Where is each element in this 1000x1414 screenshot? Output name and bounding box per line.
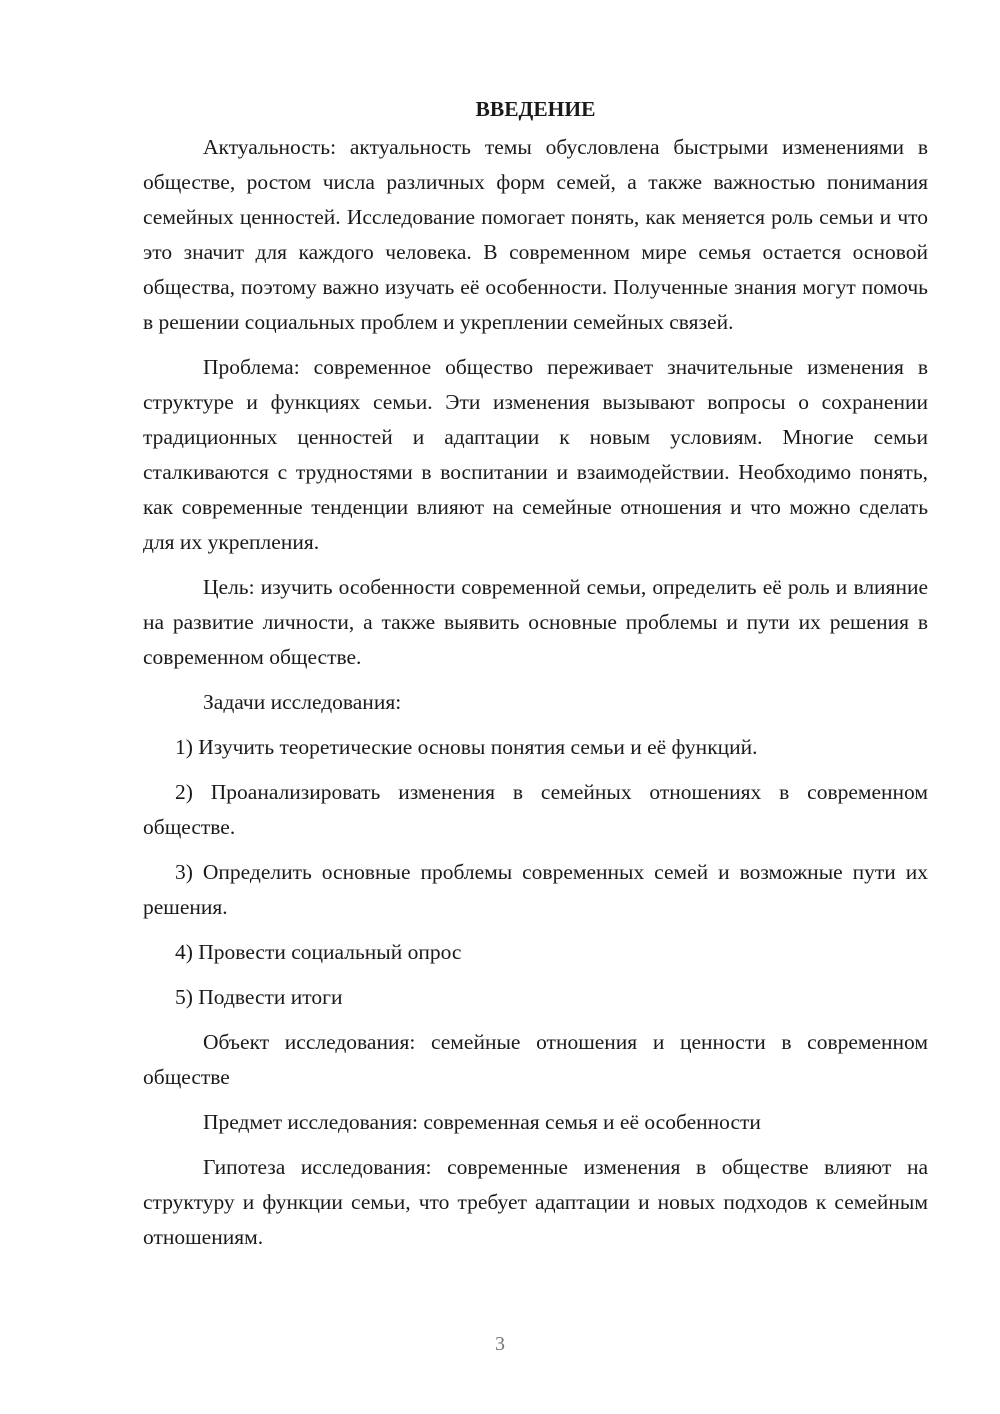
problem-paragraph: Проблема: современное общество переживает значительные изменения в структуре и функциях семьи. Эти изменения вызывают вопросы о сохранении традиционных ценностей и адаптации к новым условиям. Многие семьи сталкиваются с трудностями в воспитании и взаимодействии. Необходимо понять, как современные тенденции влияют на семейные отношения и что можно сделать для их укрепления. [143, 355, 928, 554]
task-item-5: 5) Подвести итоги [175, 985, 343, 1009]
task-item-1: 1) Изучить теоретические основы понятия семьи и её функций. [175, 735, 758, 759]
object-paragraph: Объект исследования: семейные отношения и ценности в современном обществе [143, 1030, 928, 1089]
relevance-paragraph: Актуальность: актуальность темы обусловлена быстрыми изменениями в обществе, ростом числа различных форм семей, а также важностью понимания семейных ценностей. Исследование помогает понять, как меняется роль семьи и что это значит для каждого человека. В современном мире семья остается основой общества, поэтому важно изучать её особенности. Полученные знания могут помочь в решении социальных проблем и укреплении семейных связей. [143, 135, 928, 334]
tasks-title: Задачи исследования: [203, 690, 402, 714]
document-page [143, 92, 928, 1265]
page-number: 3 [495, 1333, 505, 1355]
task-item-4: 4) Провести социальный опрос [175, 940, 462, 964]
hypothesis-paragraph: Гипотеза исследования: современные изменения в обществе влияют на структуру и функции семьи, что требует адаптации и новых подходов к семейным отношениям. [143, 1155, 928, 1249]
task-item-2: 2) Проанализировать изменения в семейных отношениях в современном обществе. [143, 780, 928, 839]
subject-paragraph: Предмет исследования: современная семья и её особенности [203, 1110, 761, 1134]
section-heading: ВВЕДЕНИЕ [475, 97, 596, 121]
goal-paragraph: Цель: изучить особенности современной семьи, определить её роль и влияние на развитие личности, а также выявить основные проблемы и пути их решения в современном обществе. [143, 575, 928, 669]
task-item-3: 3) Определить основные проблемы современных семей и возможные пути их решения. [143, 860, 928, 919]
